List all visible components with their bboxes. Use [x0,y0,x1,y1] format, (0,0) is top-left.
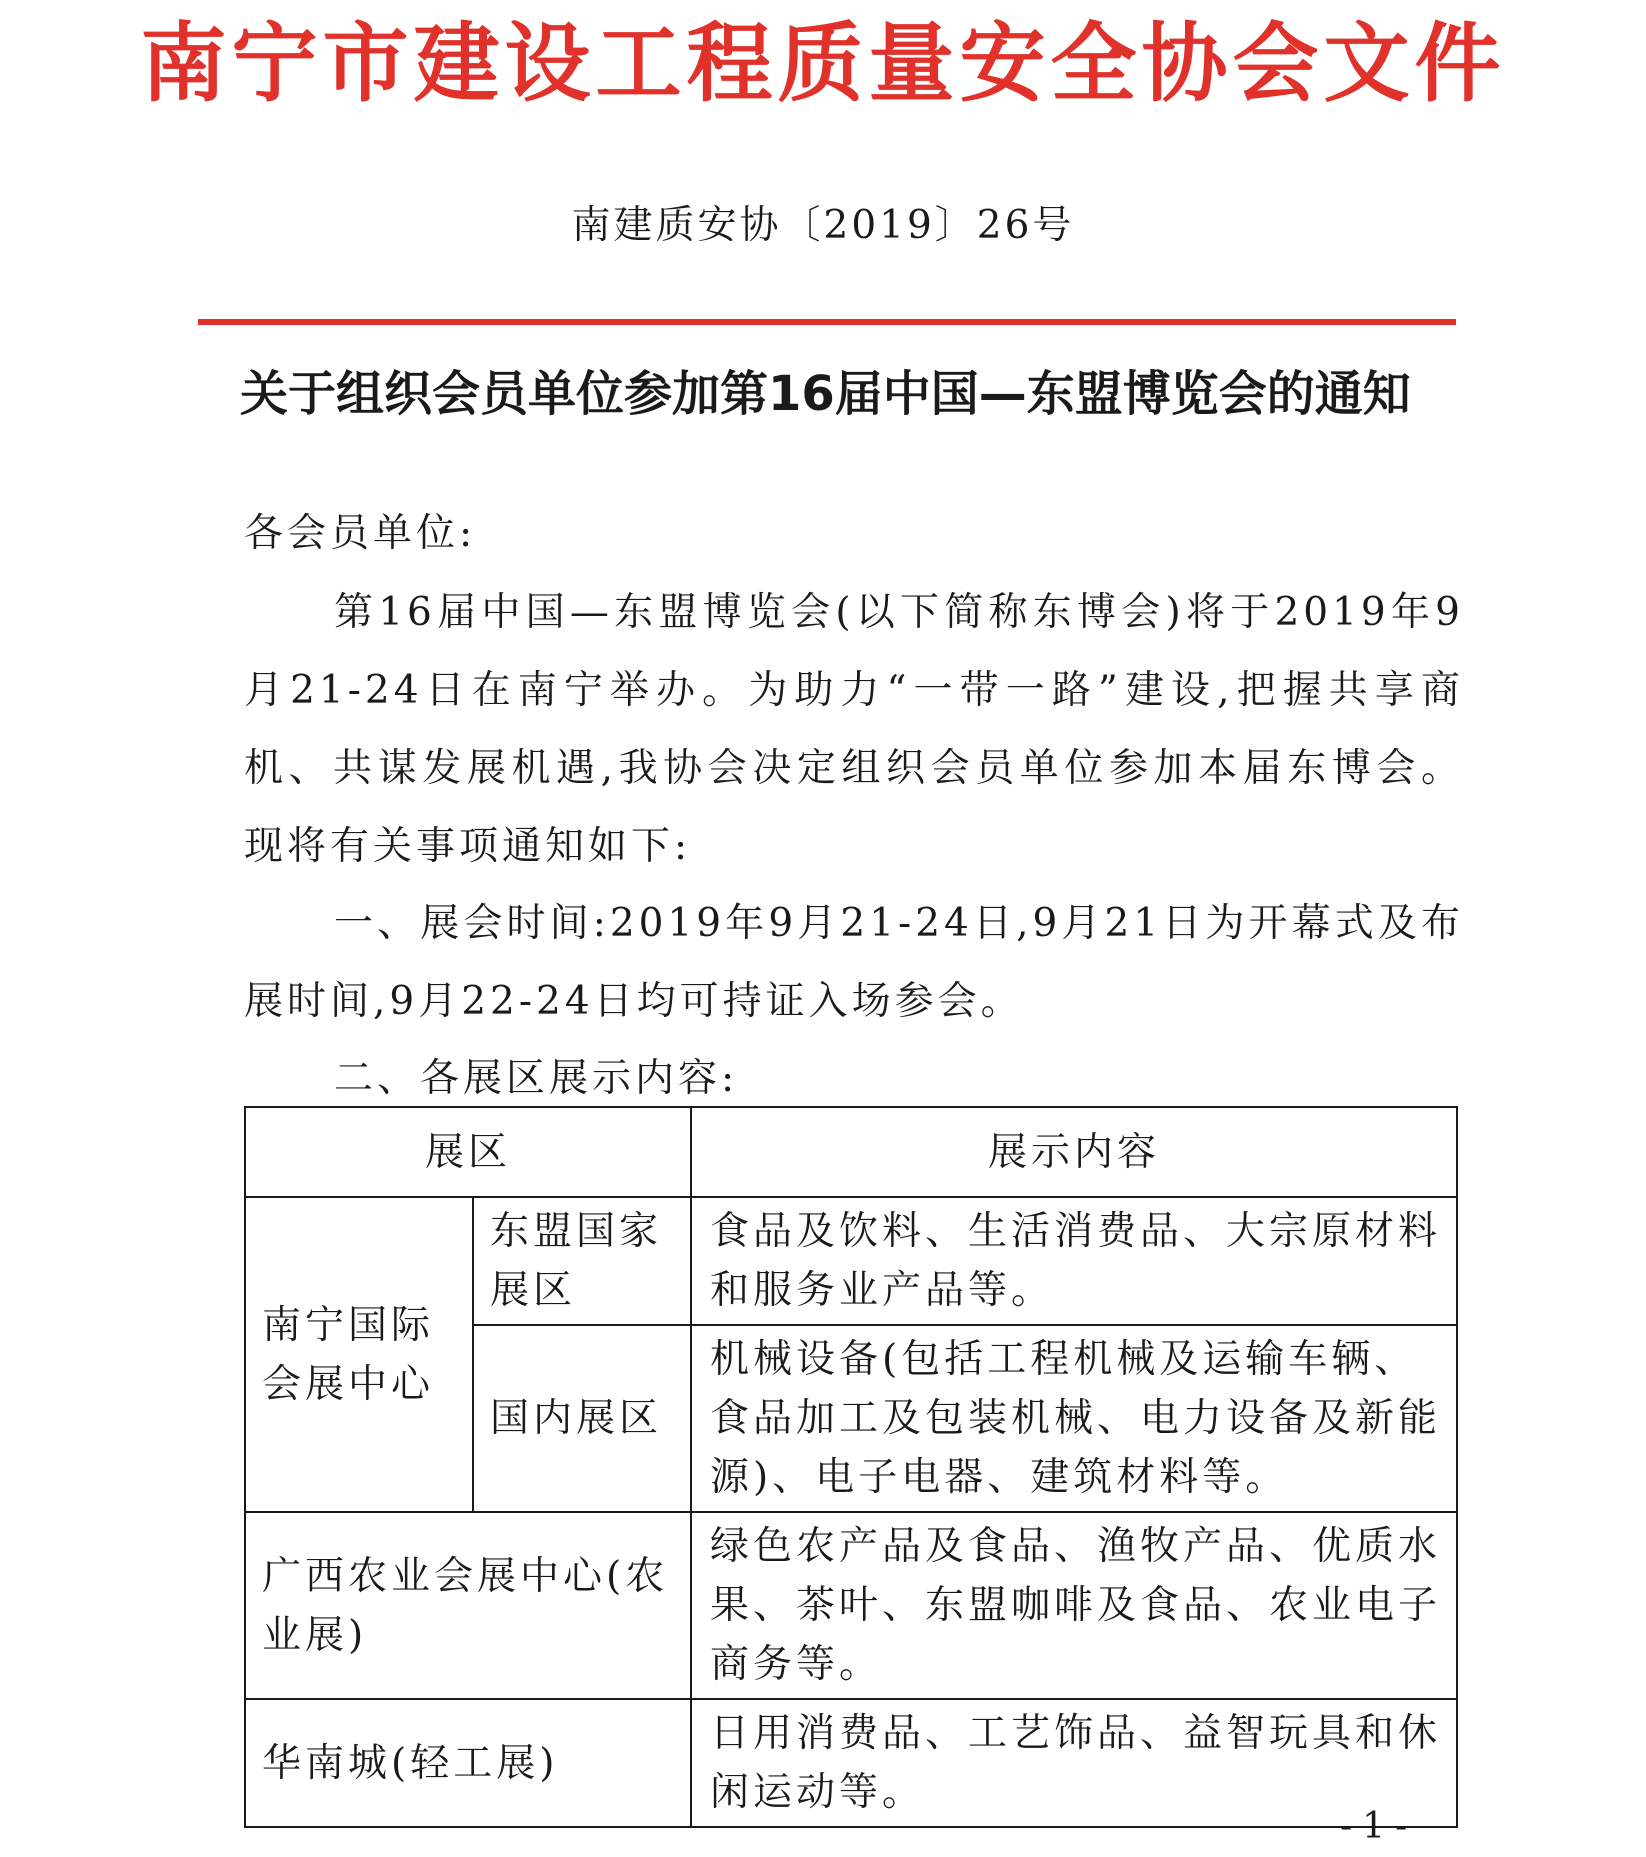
notice-title: 关于组织会员单位参加第16届中国—东盟博览会的通知 [240,366,1411,422]
table-row [245,1197,1457,1325]
paragraph-intro: 第16届中国—东盟博览会(以下简称东博会)将于2019年9月21-24日在南宁举办。为助力“一带一路”建设,把握共享商机、共谋发展机遇,我协会决定组织会员单位参加本届东博会。现将有关事项通知如下: [244,590,1464,869]
content-cell: 机械设备(包括工程机械及运输车辆、食品加工及包装机械、电力设备及新能源)、电子电器、建筑材料等。 [691,1325,1457,1512]
content-cell: 食品及饮料、生活消费品、大宗原材料和服务业产品等。 [691,1197,1457,1325]
table-row [245,1699,1457,1827]
sub-area-cell: 东盟国家展区 [473,1197,691,1325]
red-divider-line [198,319,1456,325]
content-cell: 绿色农产品及食品、渔牧产品、优质水果、茶叶、东盟咖啡及食品、农业电子商务等。 [691,1512,1457,1699]
table-header-row [245,1107,1457,1197]
paragraph-exhibit-areas-heading: 二、各展区展示内容: [334,1056,739,1101]
document-number: 南建质安协〔2019〕26号 [571,203,1075,248]
table-row [245,1512,1457,1699]
content-cell: 日用消费品、工艺饰品、益智玩具和休闲运动等。 [691,1699,1457,1827]
salutation: 各会员单位: [244,511,477,556]
hall-cell: 南宁国际会展中心 [245,1197,473,1512]
sub-area-cell: 国内展区 [473,1325,691,1512]
page-number: -1- [1340,1806,1418,1847]
hall-cell: 华南城(轻工展) [245,1699,691,1827]
table-header-hall: 展区 [245,1107,691,1197]
exhibit-areas-table [244,1106,1458,1828]
masthead-title: 南宁市建设工程质量安全协会文件 [140,14,1506,114]
hall-cell: 广西农业会展中心(农业展) [245,1512,691,1699]
table-header-content: 展示内容 [691,1107,1457,1197]
paragraph-exhibition-time: 一、展会时间:2019年9月21-24日,9月21日为开幕式及布展时间,9月22-24日均可持证入场参会。 [244,901,1464,1024]
